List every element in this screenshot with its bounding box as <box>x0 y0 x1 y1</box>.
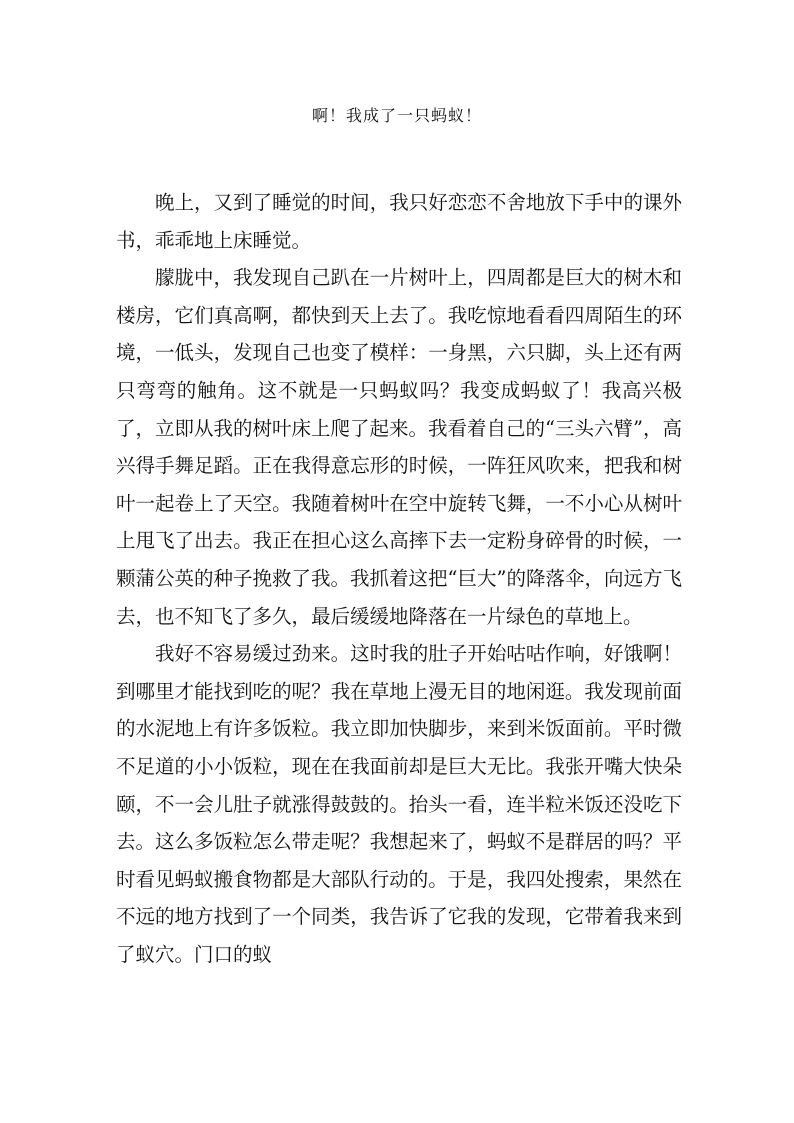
essay-title: 啊！我成了一只蚂蚁！ <box>311 106 482 125</box>
paragraph-3: 我好不容易缓过劲来。这时我的肚子开始咕咕作响，好饿啊！到哪里才能找到吃的呢？我在草地上漫无目的地闲逛。我发现前面的水泥地上有许多饭粒。我立即加快脚步，来到米饭面前。平时微不足道的小小饭粒，现在在我面前却是巨大无比。我张开嘴大快朵颐，不一会儿肚子就涨得鼓鼓的。抬头一看，连半粒米饭还没吃下去。这么多饭粒怎么带走呢？我想起来了，蚂蚁不是群居的吗？平时看见蚂蚁搬食物都是大部队行动的。于是，我四处搜索，果然在不远的地方找到了一个同类，我告诉了它我的发现，它带着我来到了蚁穴。门口的蚁 <box>116 642 682 966</box>
essay-body <box>116 184 682 973</box>
paragraph-2: 朦胧中，我发现自己趴在一片树叶上，四周都是巨大的树木和楼房，它们真高啊，都快到天上去了。我吃惊地看看四周陌生的环境，一低头，发现自己也变了模样：一身黑，六只脚，头上还有两只弯弯的触角。这不就是一只蚂蚁吗？我变成蚂蚁了！我高兴极了，立即从我的树叶床上爬了起来。我看着自己的“三头六臂”，高兴得手舞足蹈。正在我得意忘形的时候，一阵狂风吹来，把我和树叶一起卷上了天空。我随着树叶在空中旋转飞舞，一不小心从树叶上甩飞了出去。我正在担心这么高摔下去一定粉身碎骨的时候，一颗蒲公英的种子挽救了我。我抓着这把“巨大”的降落伞，向远方飞去，也不知飞了多久，最后缓缓地降落在一片绿色的草地上。 <box>116 266 682 628</box>
paragraph-1: 晚上，又到了睡觉的时间，我只好恋恋不舍地放下手中的课外书，乖乖地上床睡觉。 <box>116 191 682 252</box>
